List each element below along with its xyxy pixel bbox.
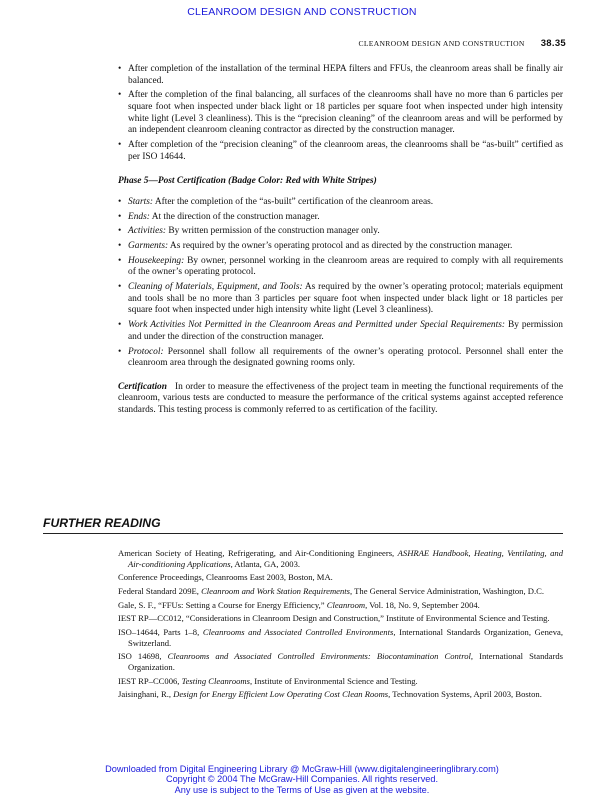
ref-text: Federal Standard 209E, bbox=[118, 585, 202, 596]
item-term: Ends: bbox=[128, 211, 150, 222]
further-reading-heading: FURTHER READING bbox=[43, 516, 563, 534]
ref-text: Gale, S. F., “FFUs: Setting a Course for Energy Efficiency,” bbox=[118, 599, 327, 610]
item-text: By written permission of the construction manager only. bbox=[166, 226, 380, 237]
ref-title: Design for Energy Efficient Low Operating Cost Clean Rooms, bbox=[173, 689, 391, 700]
list-item bbox=[118, 197, 563, 209]
ref-title: Cleanrooms and Associated Controlled Environments: Biocontamination Control bbox=[167, 651, 471, 662]
footer-copyright: Copyright © 2004 The McGraw-Hill Companies. All rights reserved. bbox=[165, 774, 439, 785]
reference-item bbox=[118, 627, 563, 648]
ref-text: , International Standards Organization. bbox=[128, 651, 564, 672]
ref-text: IEST RP—CC012, “Considerations in Cleanroom Design and Construction,” Institute of Environmental Science and Testing. bbox=[118, 613, 550, 624]
ref-text: Technovation Systems, April 2003, Boston. bbox=[390, 689, 542, 700]
certification-term: Certification bbox=[118, 381, 167, 392]
reference-item bbox=[118, 689, 563, 700]
reference-list bbox=[118, 548, 563, 703]
ref-text: ISO–14644, Parts 1–8, bbox=[118, 627, 203, 638]
ref-text: American Society of Heating, Refrigerating, and Air-Conditioning Engineers, bbox=[118, 548, 398, 558]
running-head bbox=[359, 38, 567, 49]
item-term: Work Activities Not Permitted in the Cleanroom Areas and Permitted under Special Requirements: bbox=[128, 320, 505, 331]
list-item bbox=[118, 256, 563, 279]
ref-title: Testing Cleanrooms bbox=[181, 675, 250, 686]
reference-item bbox=[118, 586, 563, 597]
list-item bbox=[118, 320, 563, 343]
reference-item bbox=[118, 676, 563, 687]
item-text: As required by the owner’s operating protocol; materials equipment and tools shall be no more than 3 particles per square foot when inspected under black light or 18 particles per square foot when inspected under high intensity white light (Level 3 cleanliness). bbox=[128, 282, 563, 316]
list-item bbox=[118, 226, 563, 238]
page-number: 38.35 bbox=[540, 38, 566, 49]
ref-text: , Vol. 18, No. 9, September 2004. bbox=[365, 599, 480, 610]
reference-item bbox=[118, 651, 563, 672]
item-term: Protocol: bbox=[128, 346, 164, 357]
list-item: • After completion of the “precision cleaning” of the cleanroom areas, the cleanrooms shall be “as-built” certified as per ISO 14644. bbox=[118, 140, 563, 163]
item-term: Activities: bbox=[128, 226, 167, 237]
phase-5-list bbox=[118, 197, 563, 370]
list-item bbox=[118, 212, 563, 224]
copyright-footer bbox=[0, 764, 604, 795]
certification-paragraph bbox=[118, 382, 563, 417]
ref-text: , Institute of Environmental Science and Testing. bbox=[249, 675, 418, 686]
list-item: • After the completion of the final balancing, all surfaces of the cleanrooms shall have no more than 6 particles per square foot when inspected under black light or 18 particles per square foot when inspected under high intensity white light (Level 3 cleanliness). This is the “precision cleaning” of the cleanroom areas and will be performed by an independent cleanroom cleaning contractor as directed by the construction manager. bbox=[118, 90, 563, 136]
item-term: Housekeeping: bbox=[128, 255, 185, 266]
footer-terms: Any use is subject to the Terms of Use as given at the website. bbox=[174, 784, 430, 795]
ref-title: Cleanrooms and Associated Controlled Environments bbox=[202, 627, 394, 638]
item-text: By permission and under the direction of the construction manager. bbox=[128, 320, 563, 342]
reference-item bbox=[118, 613, 563, 624]
phase-5-heading: Phase 5—Post Certification (Badge Color: Red with White Stripes) bbox=[118, 176, 377, 187]
ref-title: Cleanroom and Work Station Requirements bbox=[201, 585, 351, 596]
reference-item bbox=[118, 548, 563, 569]
running-head-title: CLEANROOM DESIGN AND CONSTRUCTION bbox=[358, 39, 525, 48]
ref-text: Conference Proceedings, Cleanrooms East 2003, Boston, MA. bbox=[118, 572, 333, 583]
ref-text: , Atlanta, GA, 2003. bbox=[230, 558, 301, 569]
ref-title: ASHRAE Handbook, Heating, Ventilating, and Air-conditioning Applications bbox=[128, 548, 563, 569]
item-term: Cleaning of Materials, Equipment, and Tools: bbox=[128, 282, 303, 293]
list-item bbox=[118, 282, 563, 317]
ref-title: Cleanroom bbox=[326, 599, 366, 610]
item-text: After the completion of the “as-built” certification of the cleanroom areas. bbox=[153, 196, 434, 207]
ref-text: ISO 14698, bbox=[118, 651, 168, 662]
ref-text: , International Standards Organization, Geneva, Switzerland. bbox=[128, 627, 563, 648]
reference-item bbox=[118, 572, 563, 583]
item-term: Starts: bbox=[128, 196, 154, 207]
certification-text: In order to measure the effectiveness of the project team in meeting the functional requirements of the cleanroom, various tests are conducted to measure the performance of the critical systems against accepted reference standards. This testing process is commonly referred to as certification of the facility. bbox=[118, 381, 563, 415]
main-content bbox=[118, 64, 563, 426]
reference-item bbox=[118, 600, 563, 611]
footer-download-link[interactable]: Downloaded from Digital Engineering Library @ McGraw-Hill (www.digitalengineeringlibrary.com) bbox=[105, 764, 499, 774]
top-banner: CLEANROOM DESIGN AND CONSTRUCTION bbox=[187, 6, 417, 18]
list-item bbox=[118, 241, 563, 253]
ref-text: , The General Service Administration, Washington, D.C. bbox=[350, 585, 545, 596]
item-text: As required by the owner’s operating protocol and as directed by the construction manager. bbox=[168, 241, 513, 252]
item-text: Personnel shall follow all requirements of the owner’s operating protocol. Personnel shall enter the cleanroom area through the designated gowning rooms only. bbox=[128, 346, 563, 369]
intro-bullet-list bbox=[118, 64, 563, 163]
list-item: • After completion of the installation of the terminal HEPA filters and FFUs, the cleanroom areas shall be finally air balanced. bbox=[118, 64, 563, 87]
item-text: By owner, personnel working in the cleanroom areas are required to comply with all requirements of the owner’s operating protocol. bbox=[128, 255, 563, 278]
ref-text: Jaisinghani, R., bbox=[118, 689, 174, 700]
item-text: At the direction of the construction manager. bbox=[149, 211, 320, 222]
ref-text: IEST RP–CC006, bbox=[118, 675, 182, 686]
item-term: Garments: bbox=[128, 241, 169, 252]
list-item bbox=[118, 347, 563, 370]
